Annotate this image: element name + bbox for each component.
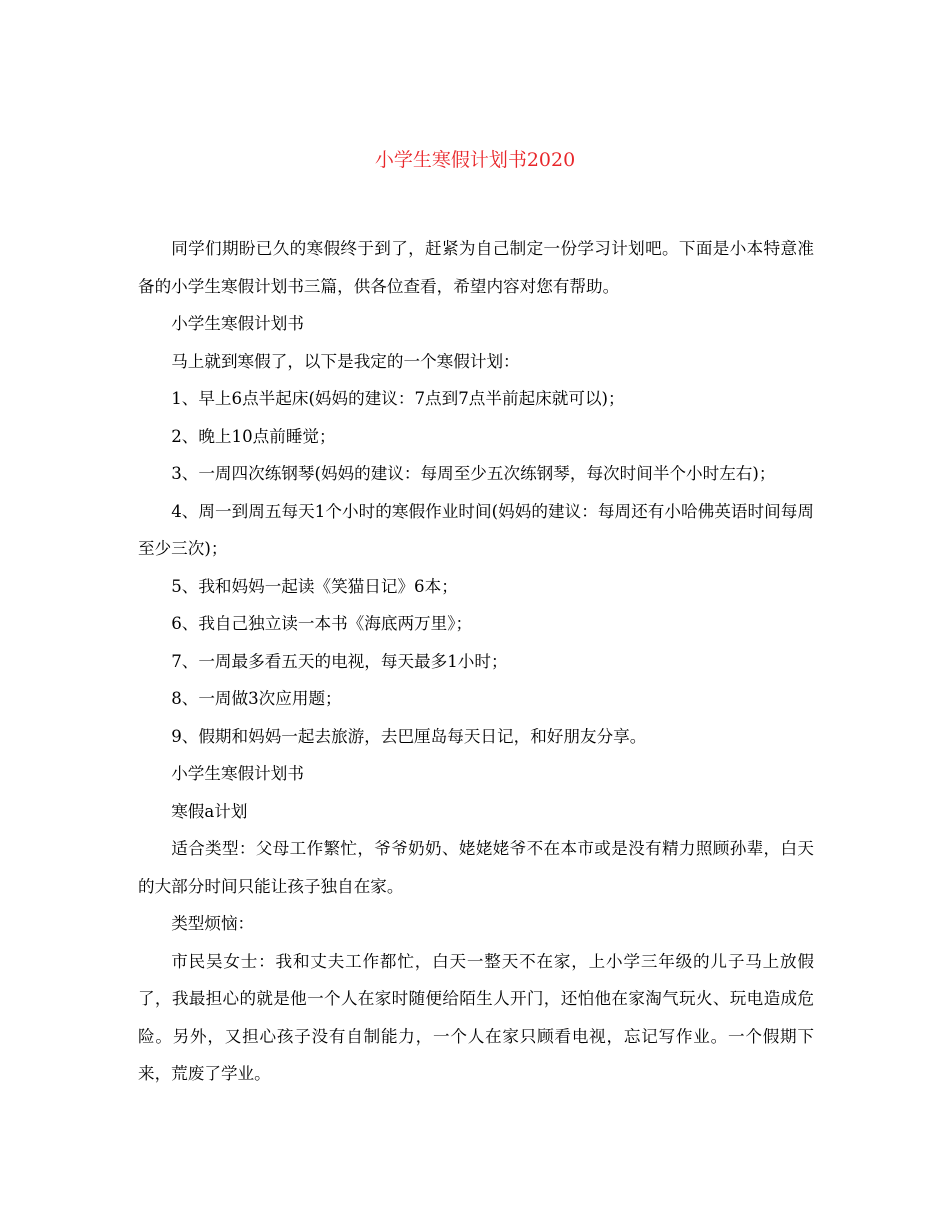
plan-item-2: 2、晚上10点前睡觉； bbox=[171, 426, 336, 446]
document-title: 小学生寒假计划书2020 bbox=[374, 149, 576, 171]
plan-item-4: 4、周一到周五每天1个小时的寒假作业时间(妈妈的建议：每周还有小哈佛英语时间每周至少三次)； bbox=[138, 501, 814, 558]
subsection-heading: 寒假a计划 bbox=[171, 801, 248, 821]
intro-paragraph: 同学们期盼已久的寒假终于到了，赶紧为自己制定一份学习计划吧。下面是小本特意准备的小学生寒假计划书三篇，供各位查看，希望内容对您有帮助。 bbox=[138, 239, 814, 296]
type-worries-label: 类型烦恼： bbox=[171, 914, 255, 933]
section-heading: 小学生寒假计划书 bbox=[171, 314, 304, 333]
plan-item-8: 8、一周做3次应用题； bbox=[171, 689, 342, 708]
document-body bbox=[138, 230, 814, 1093]
plan-item-9: 9、假期和妈妈一起去旅游，去巴厘岛每天日记，和好朋友分享。 bbox=[171, 726, 647, 746]
citizen-quote-paragraph: 市民吴女士：我和丈夫工作都忙，白天一整天不在家，上小学三年级的儿子马上放假了，我最担心的就是他一个人在家时随便给陌生人开门，还怕他在家淘气玩火、玩电造成危险。另外，又担心孩子没有自制能力，一个人在家只顾看电视，忘记写作业。一个假期下来，荒废了学业。 bbox=[138, 951, 814, 1083]
plan-item-1: 1、早上6点半起床(妈妈的建议：7点到7点半前起床就可以)； bbox=[171, 389, 625, 408]
plan-item-7: 7、一周最多看五天的电视，每天最多1小时； bbox=[171, 651, 508, 671]
plan-intro: 马上就到寒假了，以下是我定的一个寒假计划： bbox=[171, 351, 520, 371]
suitable-type-paragraph: 适合类型：父母工作繁忙，爷爷奶奶、姥姥姥爷不在本市或是没有精力照顾孙辈，白天的大部分时间只能让孩子独自在家。 bbox=[138, 839, 814, 896]
section-heading: 小学生寒假计划书 bbox=[171, 764, 304, 783]
plan-item-5: 5、我和妈妈一起读《笑猫日记》6本； bbox=[171, 576, 458, 596]
plan-item-3: 3、一周四次练钢琴(妈妈的建议：每周至少五次练钢琴，每次时间半个小时左右)； bbox=[171, 464, 776, 483]
plan-item-6: 6、我自己独立读一本书《海底两万里》； bbox=[171, 614, 473, 633]
